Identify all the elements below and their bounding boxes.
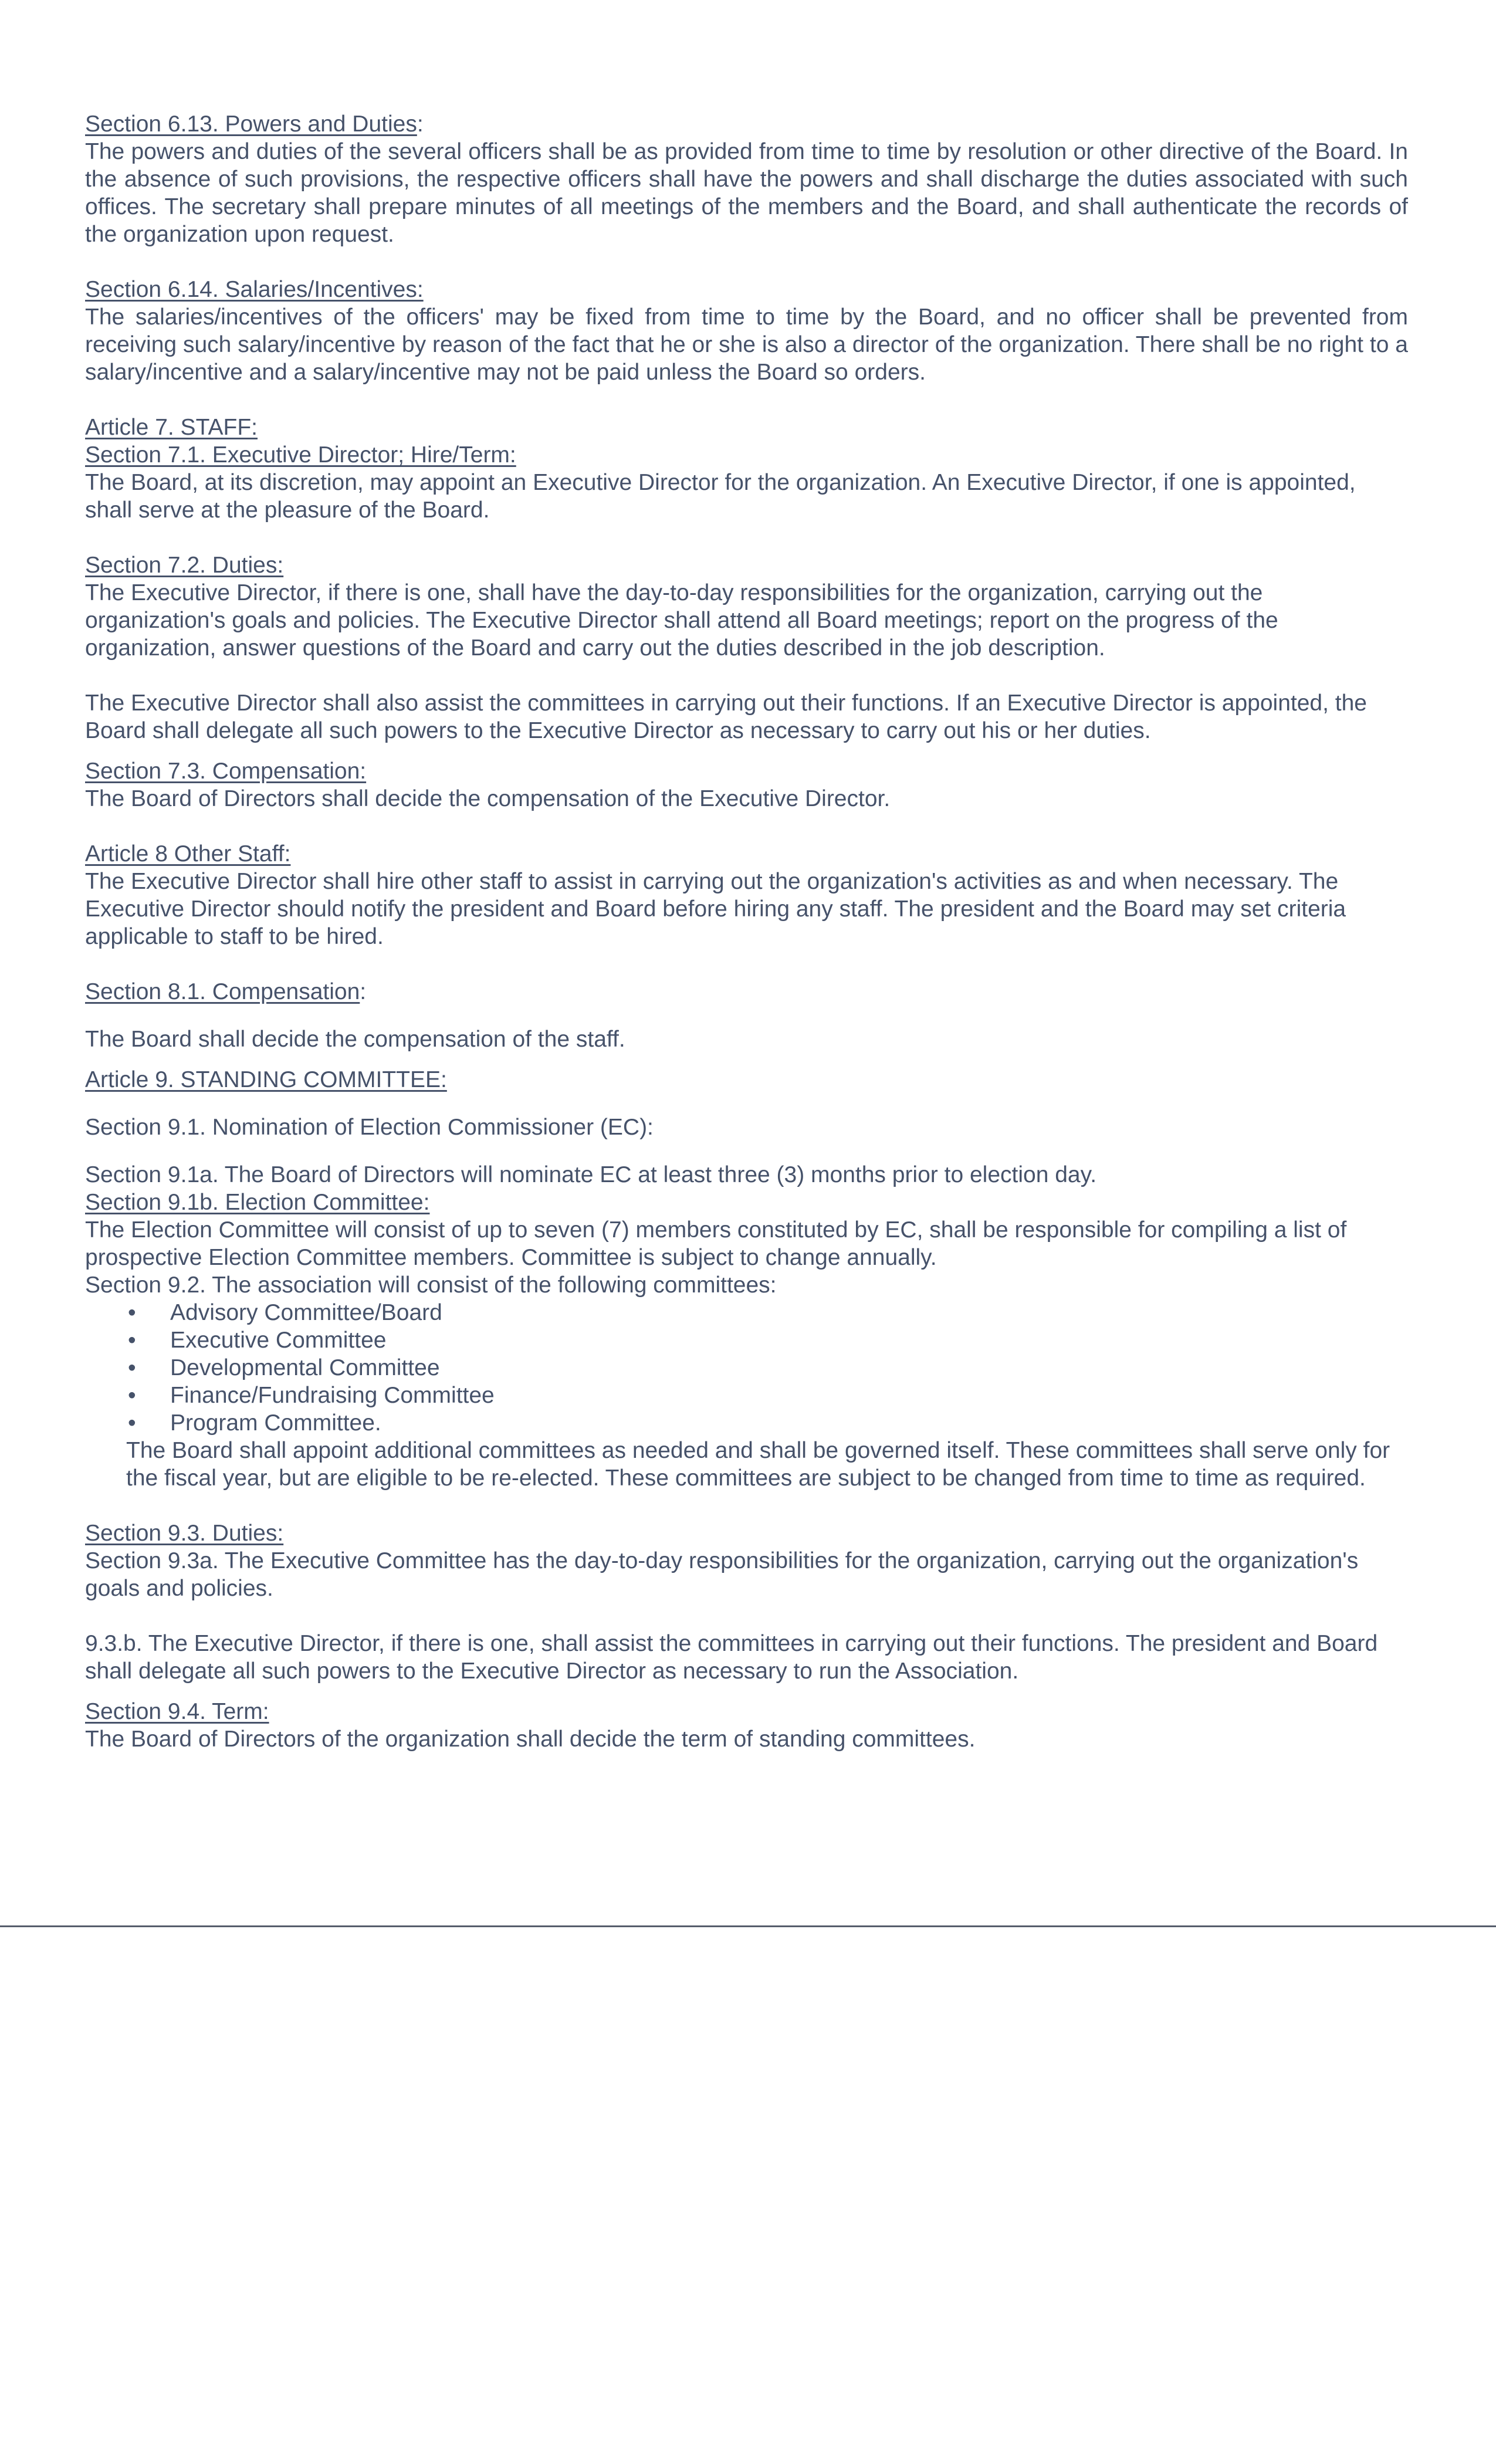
article-9-heading: Article 9. STANDING COMMITTEE: <box>85 1067 447 1092</box>
committee-list <box>85 1299 1408 1437</box>
section-9-1b-heading: Section 9.1b. Election Committee: <box>85 1190 430 1215</box>
section-9-3a-body: Section 9.3a. The Executive Committee has the day-to-day responsibilities for the organization, carrying out the organization's goals and policies. <box>85 1548 1359 1601</box>
bylaws-document <box>85 110 1408 1753</box>
article-8-body: The Executive Director shall hire other staff to assist in carrying out the organization's activities as and when necessary. The Executive Director should notify the president and Board before hiring any staff. The president and the Board may set criteria applicable to staff to be hired. <box>85 869 1346 949</box>
article-8-heading: Article 8 Other Staff: <box>85 841 291 867</box>
list-item: • Finance/Fundraising Committee <box>128 1383 495 1408</box>
bullet-icon: • <box>128 1355 136 1380</box>
page-divider <box>0 1925 1496 1927</box>
section-6-14-body: The salaries/incentives of the officers' may be fixed from time to time by the Board, and no officer shall be prevented from receiving such salary/incentive by reason of the fact that he or she is also a director of the organization. There shall be no right to a salary/incentive and a salary/incentive may not be paid unless the Board so orders. <box>85 304 1408 385</box>
section-6-13-body: The powers and duties of the several officers shall be as provided from time to time by resolution or other directive of the Board. In the absence of such provisions, the respective officers shall have the powers and shall discharge the duties associated with such offices. The secretary shall prepare minutes of all meetings of the members and the Board, and shall authenticate the records of the organization upon request. <box>85 139 1408 247</box>
section-9-1: Section 9.1. Nomination of Election Commissioner (EC): <box>85 1115 654 1140</box>
section-7-1-heading: Section 7.1. Executive Director; Hire/Term: <box>85 442 516 468</box>
list-item: • Program Committee. <box>128 1410 381 1436</box>
list-item: • Developmental Committee <box>128 1355 440 1380</box>
section-7-3-body: The Board of Directors shall decide the compensation of the Executive Director. <box>85 786 891 811</box>
section-8-1-heading: Section 8.1. Compensation: <box>85 979 367 1004</box>
bullet-icon: • <box>128 1383 136 1408</box>
section-9-4-body: The Board of Directors of the organization shall decide the term of standing committees. <box>85 1727 976 1752</box>
list-item: • Advisory Committee/Board <box>128 1300 442 1325</box>
section-9-1b-body: The Election Committee will consist of up to seven (7) members constituted by EC, shall be responsible for compiling a list of prospective Election Committee members. Committee is subject to change annually. <box>85 1217 1347 1270</box>
list-item: • Executive Committee <box>128 1328 387 1353</box>
section-6-13-heading: Section 6.13. Powers and Duties: <box>85 111 424 137</box>
section-9-3b-body: 9.3.b. The Executive Director, if there is one, shall assist the committees in carrying out their functions. The president and Board shall delegate all such powers to the Executive Director as necessary to run the Association. <box>85 1631 1378 1684</box>
section-7-2-body-2: The Executive Director shall also assist the committees in carrying out their functions. If an Executive Director is appointed, the Board shall delegate all such powers to the Executive Director as necessary to carry out his or her duties. <box>85 691 1367 743</box>
bullet-icon: • <box>128 1410 136 1436</box>
section-9-3-heading: Section 9.3. Duties: <box>85 1521 284 1546</box>
section-9-1a: Section 9.1a. The Board of Directors will nominate EC at least three (3) months prior to election day. <box>85 1162 1097 1187</box>
section-8-1-body: The Board shall decide the compensation of the staff. <box>85 1027 625 1052</box>
section-7-2-heading: Section 7.2. Duties: <box>85 553 284 578</box>
section-9-2: Section 9.2. The association will consist of the following committees: <box>85 1272 777 1298</box>
section-7-1-body: The Board, at its discretion, may appoint an Executive Director for the organization. An Executive Director, if one is appointed, shall serve at the pleasure of the Board. <box>85 470 1356 523</box>
article-7-heading: Article 7. STAFF: <box>85 415 258 440</box>
bullet-icon: • <box>128 1300 136 1325</box>
section-6-14-heading: Section 6.14. Salaries/Incentives: <box>85 277 424 302</box>
bullet-icon: • <box>128 1328 136 1353</box>
section-7-3-heading: Section 7.3. Compensation: <box>85 759 367 784</box>
section-9-4-heading: Section 9.4. Term: <box>85 1699 269 1724</box>
section-9-2-note: The Board shall appoint additional committees as needed and shall be governed itself. These committees shall serve only for the fiscal year, but are eligible to be re-elected. These committees are subject to be changed from time to time as required. <box>126 1438 1390 1491</box>
section-7-2-body-1: The Executive Director, if there is one, shall have the day-to-day responsibilities for the organization, carrying out the organization's goals and policies. The Executive Director shall attend all Board meetings; report on the progress of the organization, answer questions of the Board and carry out the duties described in the job description. <box>85 580 1278 661</box>
